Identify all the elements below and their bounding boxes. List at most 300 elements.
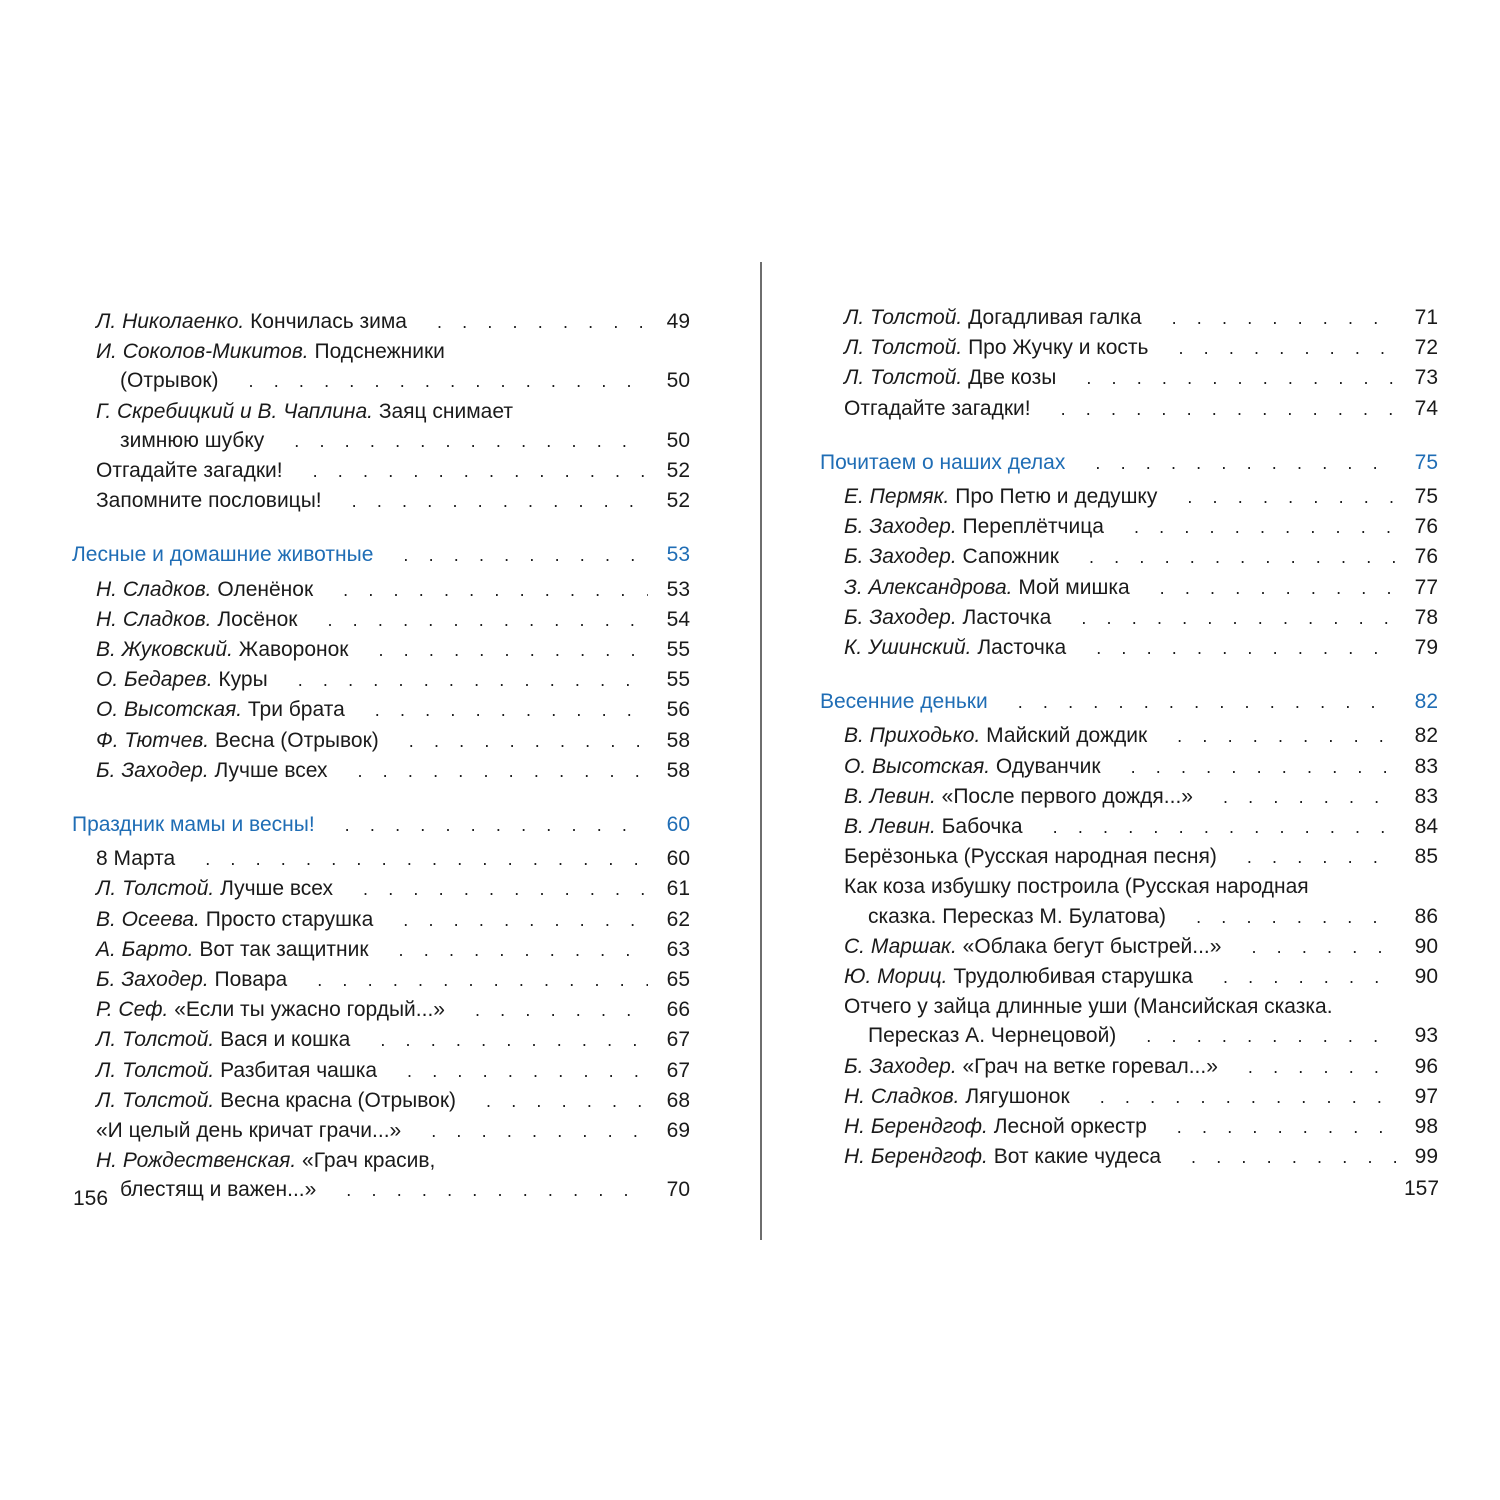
toc-entry xyxy=(820,721,1438,751)
dot-leader xyxy=(317,966,648,995)
entry-page-number: 56 xyxy=(666,698,690,722)
entry-page-number: 96 xyxy=(1414,1054,1438,1078)
dot-leader xyxy=(313,457,648,486)
toc-entry xyxy=(72,844,690,874)
entry-page-number: 86 xyxy=(1414,904,1438,928)
dot-leader xyxy=(205,845,648,874)
entry-text xyxy=(96,695,345,724)
dot-leader xyxy=(431,1117,648,1146)
entry-text xyxy=(844,812,1023,841)
toc-entry xyxy=(820,303,1438,333)
dot-leader xyxy=(437,308,648,337)
toc-entry xyxy=(72,1146,690,1175)
dot-leader xyxy=(407,1057,648,1086)
entry-text xyxy=(96,397,513,426)
toc-entry xyxy=(72,1056,690,1086)
entry-page-number: 82 xyxy=(1414,724,1438,748)
toc-entry xyxy=(820,333,1438,363)
entry-page-number: 71 xyxy=(1414,306,1438,329)
dot-leader xyxy=(1196,903,1396,932)
dot-leader xyxy=(298,666,648,695)
toc-entry xyxy=(820,1082,1438,1112)
entry-text xyxy=(96,1086,456,1115)
entry-page-number: 90 xyxy=(1414,965,1438,989)
entry-text xyxy=(96,665,268,694)
entry-title: Лесной оркестр xyxy=(993,1115,1147,1139)
entry-title-continued: блестящ и важен...» xyxy=(120,1178,317,1202)
right-page-toc xyxy=(820,303,1438,1172)
entry-author: Н. Сладков. xyxy=(96,607,212,631)
entry-page-number: 62 xyxy=(666,907,690,931)
toc-entry xyxy=(820,603,1438,633)
toc-entry xyxy=(820,842,1438,872)
entry-title: Запомните пословицы! xyxy=(96,489,322,513)
toc-entry xyxy=(72,397,690,426)
toc-entry xyxy=(820,482,1438,512)
entry-page-number: 98 xyxy=(1414,1115,1438,1139)
entry-title: Ласточка xyxy=(977,636,1067,660)
entry-title: Про Петю и дедушку xyxy=(955,485,1158,509)
entry-page-number: 50 xyxy=(666,369,690,393)
entry-title: «Грач на ветке горевал...» xyxy=(962,1054,1218,1078)
section-title: Весенние деньки xyxy=(820,690,988,714)
dot-leader xyxy=(1247,843,1396,872)
toc-entry xyxy=(820,542,1438,572)
dot-leader xyxy=(343,576,648,605)
dot-leader xyxy=(403,906,648,935)
entry-title: «Если ты ужасно гордый...» xyxy=(174,998,445,1022)
toc-entry xyxy=(820,1052,1438,1082)
toc-entry-continuation xyxy=(820,902,1438,932)
entry-author: Л. Толстой. xyxy=(96,1088,215,1112)
toc-entry-continuation xyxy=(72,1175,690,1205)
toc-entry xyxy=(820,962,1438,992)
entry-text xyxy=(96,935,369,964)
dot-leader xyxy=(378,636,648,665)
section-title: Праздник мамы и весны! xyxy=(72,813,315,837)
entry-page-number: 55 xyxy=(666,638,690,662)
entry-page-number: 76 xyxy=(1414,515,1438,539)
toc-section xyxy=(820,448,1438,663)
entry-title: Две козы xyxy=(968,366,1057,390)
entry-author: Л. Толстой. xyxy=(844,366,963,390)
book-gutter xyxy=(760,262,762,1240)
section-page-number: 82 xyxy=(1414,690,1438,714)
entry-text xyxy=(96,756,327,785)
entry-page-number: 68 xyxy=(666,1088,690,1112)
dot-leader xyxy=(345,811,648,840)
toc-section xyxy=(820,687,1438,1172)
dot-leader xyxy=(1177,722,1396,751)
entry-text xyxy=(844,872,1309,901)
dot-leader xyxy=(486,1087,648,1116)
entry-title: 8 Марта xyxy=(96,847,176,871)
entry-author: Б. Заходер. xyxy=(96,758,209,782)
dot-leader xyxy=(1086,364,1396,393)
entry-title: Майский дождик xyxy=(986,724,1148,748)
toc-section xyxy=(72,540,690,786)
entry-text xyxy=(844,842,1217,871)
dot-leader xyxy=(1061,395,1396,424)
entry-text xyxy=(96,575,313,604)
entry-page-number: 58 xyxy=(666,758,690,782)
entry-page-number: 53 xyxy=(666,577,690,601)
entry-title: Лягушонок xyxy=(965,1084,1070,1108)
dot-leader xyxy=(1160,574,1396,603)
entry-page-number: 97 xyxy=(1414,1084,1438,1108)
entry-author: Н. Сладков. xyxy=(844,1084,960,1108)
dot-leader xyxy=(1131,753,1396,782)
entry-author: Н. Берендгоф. xyxy=(844,1115,988,1139)
entry-page-number: 54 xyxy=(666,607,690,631)
entry-text xyxy=(96,905,373,934)
entry-author: С. Маршак. xyxy=(844,934,957,958)
dot-leader xyxy=(403,541,648,570)
entry-text xyxy=(96,726,379,755)
toc-entry xyxy=(72,1116,690,1146)
toc-entry xyxy=(72,695,690,725)
page-number-left: 156 xyxy=(73,1187,109,1210)
entry-text xyxy=(844,633,1066,662)
entry-text xyxy=(96,844,175,873)
dot-leader xyxy=(1100,1083,1396,1112)
entry-title: Вася и кошка xyxy=(220,1028,351,1052)
dot-leader xyxy=(346,1176,648,1205)
entry-title: Одуванчик xyxy=(995,754,1101,778)
toc-entry xyxy=(820,992,1438,1021)
entry-page-number: 83 xyxy=(1414,754,1438,778)
entry-page-number: 67 xyxy=(666,1058,690,1082)
entry-title: Подснежники xyxy=(314,340,445,364)
section-title: Почитаем о наших делах xyxy=(820,450,1066,474)
section-heading-row xyxy=(72,810,690,840)
entry-text xyxy=(96,1146,435,1175)
toc-entry xyxy=(820,1112,1438,1142)
entry-title: «Облака бегут быстрей...» xyxy=(962,934,1222,958)
entry-title-continued: (Отрывок) xyxy=(120,369,219,393)
entry-page-number: 52 xyxy=(666,459,690,483)
entry-page-number: 72 xyxy=(1414,336,1438,360)
entry-title: Просто старушка xyxy=(205,907,374,931)
dot-leader xyxy=(1223,783,1396,812)
section-page-number: 75 xyxy=(1414,450,1438,474)
dot-leader xyxy=(294,427,648,456)
entry-page-number: 70 xyxy=(666,1178,690,1202)
toc-entry-continuation xyxy=(72,366,690,396)
toc-entry xyxy=(820,573,1438,603)
toc-entry xyxy=(820,932,1438,962)
toc-section xyxy=(72,810,690,1206)
entry-text xyxy=(844,782,1193,811)
section-page-number: 60 xyxy=(666,813,690,837)
section-heading-row xyxy=(820,448,1438,478)
dot-leader xyxy=(380,1026,648,1055)
entry-title: Разбитая чашка xyxy=(220,1058,378,1082)
entry-title: Трудолюбивая старушка xyxy=(953,965,1193,989)
entry-text xyxy=(844,333,1148,362)
entry-author: О. Высотская. xyxy=(96,698,243,722)
toc-entry xyxy=(72,905,690,935)
entry-title: Берёзонька (Русская народная песня) xyxy=(844,845,1217,869)
entry-title: Лучше всех xyxy=(214,758,328,782)
entry-text xyxy=(96,486,322,515)
entry-page-number: 52 xyxy=(666,489,690,513)
entry-author: Б. Заходер. xyxy=(844,515,957,539)
entry-author: Л. Толстой. xyxy=(96,1028,215,1052)
entry-title: Бабочка xyxy=(941,815,1023,839)
entry-title: Отчего у зайца длинные уши (Мансийская сказка. xyxy=(844,995,1333,1019)
entry-author: В. Жуковский. xyxy=(96,638,233,662)
entry-text xyxy=(844,363,1056,392)
entry-text xyxy=(844,542,1059,571)
entry-title: Вот так защитник xyxy=(199,937,369,961)
dot-leader xyxy=(1187,483,1396,512)
entry-title: Вот какие чудеса xyxy=(993,1145,1162,1169)
page-number-right: 157 xyxy=(1404,1177,1440,1200)
entry-author: Р. Сеф. xyxy=(96,998,169,1022)
entry-text xyxy=(844,512,1104,541)
toc-entry xyxy=(72,635,690,665)
entry-page-number: 90 xyxy=(1414,934,1438,958)
entry-page-number: 61 xyxy=(666,877,690,901)
entry-text xyxy=(844,303,1142,332)
toc-section xyxy=(820,303,1438,424)
entry-text xyxy=(96,1056,377,1085)
entry-author: Н. Берендгоф. xyxy=(844,1145,988,1169)
entry-title: Весна красна (Отрывок) xyxy=(220,1088,457,1112)
entry-author: Н. Сладков. xyxy=(96,577,212,601)
dot-leader xyxy=(249,367,649,396)
entry-author: В. Приходько. xyxy=(844,724,981,748)
entry-text xyxy=(844,394,1031,423)
entry-author: В. Осеева. xyxy=(96,907,200,931)
entry-page-number: 63 xyxy=(666,937,690,961)
entry-title: Весна (Отрывок) xyxy=(214,728,379,752)
entry-text xyxy=(844,482,1157,511)
entry-page-number: 83 xyxy=(1414,784,1438,808)
entry-text xyxy=(96,307,407,336)
dot-leader xyxy=(475,996,648,1025)
entry-page-number: 49 xyxy=(666,310,690,333)
dot-leader xyxy=(1089,543,1396,572)
dot-leader xyxy=(327,606,648,635)
entry-text xyxy=(96,605,297,634)
entry-page-number: 79 xyxy=(1414,636,1438,660)
entry-text xyxy=(96,337,445,366)
entry-page-number: 65 xyxy=(666,968,690,992)
dot-leader xyxy=(1178,334,1396,363)
entry-page-number: 85 xyxy=(1414,845,1438,869)
entry-title: Лосёнок xyxy=(217,607,298,631)
entry-text xyxy=(96,635,348,664)
entry-page-number: 93 xyxy=(1414,1024,1438,1048)
entry-text xyxy=(844,992,1333,1021)
entry-page-number: 77 xyxy=(1414,575,1438,599)
entry-title: Догадливая галка xyxy=(968,306,1142,329)
dot-leader xyxy=(363,875,648,904)
toc-entry xyxy=(820,394,1438,424)
dot-leader xyxy=(409,727,648,756)
entry-text xyxy=(96,995,445,1024)
entry-author: Б. Заходер. xyxy=(96,968,209,992)
entry-page-number: 55 xyxy=(666,668,690,692)
entry-text xyxy=(844,752,1101,781)
entry-page-number: 58 xyxy=(666,728,690,752)
entry-title: Мой мишка xyxy=(1018,575,1130,599)
entry-page-number: 84 xyxy=(1414,815,1438,839)
entry-author: Г. Скребицкий и В. Чаплина. xyxy=(96,399,373,423)
entry-author: К. Ушинский. xyxy=(844,636,972,660)
entry-title: Кончилась зима xyxy=(250,310,407,333)
entry-title-continued: Пересказ А. Чернецовой) xyxy=(868,1024,1117,1048)
entry-author: З. Александрова. xyxy=(844,575,1013,599)
toc-entry xyxy=(72,575,690,605)
toc-entry xyxy=(72,337,690,366)
section-page-number: 53 xyxy=(666,543,690,567)
entry-title: Три брата xyxy=(247,698,345,722)
toc-entry xyxy=(72,756,690,786)
entry-text xyxy=(96,1116,401,1145)
dot-leader xyxy=(1053,813,1396,842)
dot-leader xyxy=(1177,1113,1396,1142)
entry-page-number: 78 xyxy=(1414,605,1438,629)
entry-author: И. Соколов-Микитов. xyxy=(96,340,309,364)
entry-title: Как коза избушку построила (Русская народная xyxy=(844,875,1309,899)
entry-text xyxy=(844,573,1130,602)
entry-text xyxy=(844,1112,1147,1141)
dot-leader xyxy=(399,936,648,965)
entry-page-number: 50 xyxy=(666,428,690,452)
entry-page-number: 73 xyxy=(1414,366,1438,390)
dot-leader xyxy=(1191,1143,1396,1172)
entry-author: Б. Заходер. xyxy=(844,605,957,629)
toc-entry xyxy=(72,965,690,995)
dot-leader xyxy=(352,487,648,516)
entry-title: «После первого дождя...» xyxy=(941,784,1193,808)
entry-page-number: 76 xyxy=(1414,545,1438,569)
entry-text xyxy=(96,965,287,994)
dot-leader xyxy=(357,757,648,786)
entry-author: Б. Заходер. xyxy=(844,1054,957,1078)
dot-leader xyxy=(1146,1022,1396,1051)
entry-author: Е. Пермяк. xyxy=(844,485,950,509)
entry-author: Л. Толстой. xyxy=(844,306,963,329)
entry-title: Жаворонок xyxy=(238,638,349,662)
entry-author: Ф. Тютчев. xyxy=(96,728,210,752)
entry-author: О. Высотская. xyxy=(844,754,991,778)
entry-title: Сапожник xyxy=(962,545,1059,569)
dot-leader xyxy=(1172,304,1396,333)
entry-title: Переплётчица xyxy=(962,515,1104,539)
entry-title: «Грач красив, xyxy=(302,1149,436,1173)
dot-leader xyxy=(1251,933,1396,962)
dot-leader xyxy=(1223,963,1396,992)
dot-leader xyxy=(1095,449,1396,478)
entry-page-number: 67 xyxy=(666,1028,690,1052)
entry-title-continued: сказка. Пересказ М. Булатова) xyxy=(868,904,1167,928)
toc-entry xyxy=(72,605,690,635)
toc-entry xyxy=(820,812,1438,842)
entry-author: О. Бедарев. xyxy=(96,668,213,692)
section-title: Лесные и домашние животные xyxy=(72,543,374,567)
entry-page-number: 75 xyxy=(1414,485,1438,509)
entry-page-number: 74 xyxy=(1414,396,1438,420)
entry-title: Отгадайте загадки! xyxy=(96,459,283,483)
entry-title: Повара xyxy=(214,968,288,992)
entry-author: Л. Николаенко. xyxy=(96,310,245,333)
entry-page-number: 60 xyxy=(666,847,690,871)
entry-title: Заяц снимает xyxy=(378,399,513,423)
toc-entry xyxy=(72,307,690,337)
entry-title: Про Жучку и кость xyxy=(968,336,1149,360)
entry-author: В. Левин. xyxy=(844,815,936,839)
toc-entry xyxy=(72,935,690,965)
dot-leader xyxy=(375,696,648,725)
dot-leader xyxy=(1134,513,1396,542)
entry-author: Л. Толстой. xyxy=(96,877,215,901)
entry-title-continued: зимнюю шубку xyxy=(120,428,265,452)
toc-entry xyxy=(72,726,690,756)
entry-text xyxy=(96,874,333,903)
entry-text xyxy=(844,1082,1070,1111)
entry-page-number: 69 xyxy=(666,1119,690,1143)
entry-author: Н. Рождественская. xyxy=(96,1149,297,1173)
entry-author: В. Левин. xyxy=(844,784,936,808)
section-heading-row xyxy=(72,540,690,570)
entry-title: Лучше всех xyxy=(220,877,334,901)
entry-title: Отгадайте загадки! xyxy=(844,396,1031,420)
toc-entry xyxy=(820,782,1438,812)
entry-author: Л. Толстой. xyxy=(96,1058,215,1082)
entry-text xyxy=(844,721,1147,750)
dot-leader xyxy=(1248,1053,1396,1082)
entry-title: Оленёнок xyxy=(217,577,314,601)
toc-entry xyxy=(72,665,690,695)
toc-entry-continuation xyxy=(72,426,690,456)
toc-entry-continuation xyxy=(820,1021,1438,1051)
entry-text xyxy=(96,1025,350,1054)
entry-text xyxy=(844,1052,1218,1081)
entry-author: А. Барто. xyxy=(96,937,194,961)
entry-author: Ю. Мориц. xyxy=(844,965,948,989)
entry-author: Л. Толстой. xyxy=(844,336,963,360)
toc-section xyxy=(72,307,690,516)
entry-text xyxy=(844,603,1051,632)
dot-leader xyxy=(1096,634,1396,663)
toc-entry xyxy=(820,1142,1438,1172)
entry-text xyxy=(96,456,283,485)
left-page-toc xyxy=(72,307,690,1206)
entry-text xyxy=(844,1142,1161,1171)
entry-title: «И целый день кричат грачи...» xyxy=(96,1119,402,1143)
toc-entry xyxy=(72,995,690,1025)
dot-leader xyxy=(1018,688,1396,717)
toc-entry xyxy=(820,363,1438,393)
toc-entry xyxy=(72,456,690,486)
section-heading-row xyxy=(820,687,1438,717)
dot-leader xyxy=(1081,604,1396,633)
entry-page-number: 66 xyxy=(666,998,690,1022)
toc-entry xyxy=(820,752,1438,782)
toc-entry xyxy=(820,872,1438,901)
toc-entry xyxy=(72,1086,690,1116)
toc-entry xyxy=(72,874,690,904)
entry-text xyxy=(844,962,1193,991)
entry-title: Ласточка xyxy=(962,605,1052,629)
entry-author: Б. Заходер. xyxy=(844,545,957,569)
toc-entry xyxy=(820,633,1438,663)
toc-entry xyxy=(72,1025,690,1055)
